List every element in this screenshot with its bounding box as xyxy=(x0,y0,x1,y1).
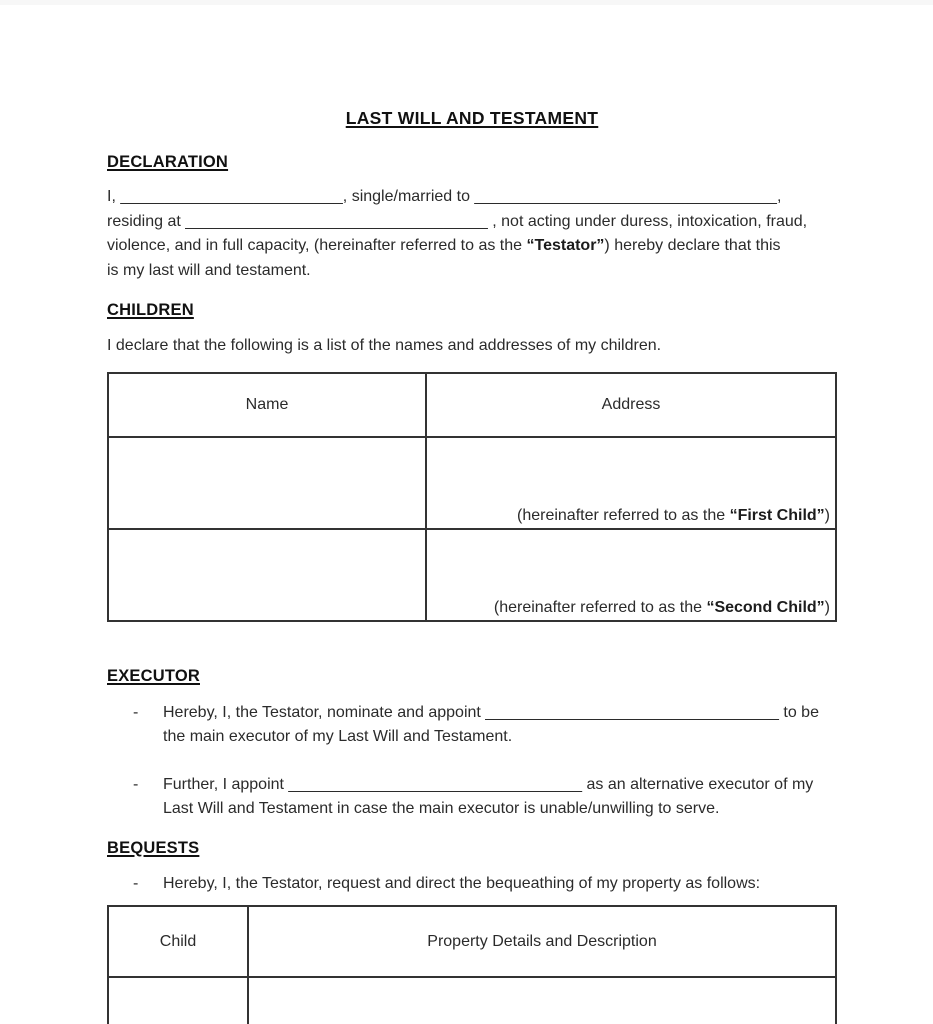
column-header-property: Property Details and Description xyxy=(248,906,836,977)
executor-bullet-1 xyxy=(107,701,837,750)
bequest-row-1 xyxy=(108,977,836,1024)
declaration-line-3-text: violence, and in full capacity, (hereinafter referred to as the xyxy=(107,237,527,254)
declaration-line-4: is my last will and testament. xyxy=(107,261,311,279)
executor-bullet-1-text xyxy=(163,701,837,750)
second-child-note-close: ) xyxy=(824,598,830,616)
bullet-dash: - xyxy=(133,703,139,721)
child-1-address-cell xyxy=(426,437,836,529)
children-table xyxy=(107,372,837,622)
declaration-line-2: residing at __________________________________ , not acting under duress, intoxication, fraud, xyxy=(107,212,808,230)
bequests-bullet xyxy=(107,872,837,897)
declaration-line-3-tail: ) hereby declare that this xyxy=(604,237,781,254)
executor-bullet-2 xyxy=(107,773,837,822)
column-header-name: Name xyxy=(108,373,426,437)
bequests-table xyxy=(107,905,837,1024)
declaration-line-3 xyxy=(107,234,837,259)
column-header-address: Address xyxy=(426,373,836,437)
second-child-term: “Second Child” xyxy=(706,598,825,616)
first-child-note-close: ) xyxy=(824,506,830,524)
bequest-1-child-cell xyxy=(108,977,248,1024)
column-header-child: Child xyxy=(108,906,248,977)
bullet-dash: - xyxy=(133,874,139,892)
bullet-dash: - xyxy=(133,775,139,793)
section-heading-declaration: DECLARATION xyxy=(107,153,229,171)
second-child-note: (hereinafter referred to as the xyxy=(493,598,707,616)
bequests-bullet-text: Hereby, I, the Testator, request and direct the bequeathing of my property as follows: xyxy=(163,874,761,892)
executor-bullet-2-line-1: Further, I appoint _________________________________ as an alternative executor of my xyxy=(163,775,814,793)
bequest-1-property-cell xyxy=(248,977,836,1024)
section-heading-bequests: BEQUESTS xyxy=(107,838,200,857)
children-table-header-row xyxy=(108,373,836,437)
child-2-name-cell xyxy=(108,529,426,621)
executor-bullet-1-line-2: the main executor of my Last Will and Testament. xyxy=(163,728,513,745)
section-heading-children: CHILDREN xyxy=(107,301,194,319)
document-page xyxy=(0,5,933,1024)
executor-bullet-1-line-1: Hereby, I, the Testator, nominate and appoint _________________________________ to be xyxy=(163,703,819,721)
page-title: LAST WILL AND TESTAMENT xyxy=(345,108,599,128)
bequests-table-header-row xyxy=(108,906,836,977)
child-1-name-cell xyxy=(108,437,426,529)
child-row-2 xyxy=(108,529,836,621)
first-child-note: (hereinafter referred to as the xyxy=(517,506,730,524)
children-intro: I declare that the following is a list of the names and addresses of my children. xyxy=(107,337,662,354)
declaration-line-1: I, _________________________, single/married to __________________________________, xyxy=(107,188,782,205)
testator-term: “Testator” xyxy=(526,237,605,254)
declaration-paragraph xyxy=(107,185,837,283)
child-row-1 xyxy=(108,437,836,529)
child-2-address-cell xyxy=(426,529,836,621)
executor-bullet-2-text xyxy=(163,773,837,822)
first-child-term: “First Child” xyxy=(729,506,825,524)
executor-bullet-2-line-2: Last Will and Testament in case the main executor is unable/unwilling to serve. xyxy=(163,800,720,817)
section-heading-executor: EXECUTOR xyxy=(107,666,200,685)
